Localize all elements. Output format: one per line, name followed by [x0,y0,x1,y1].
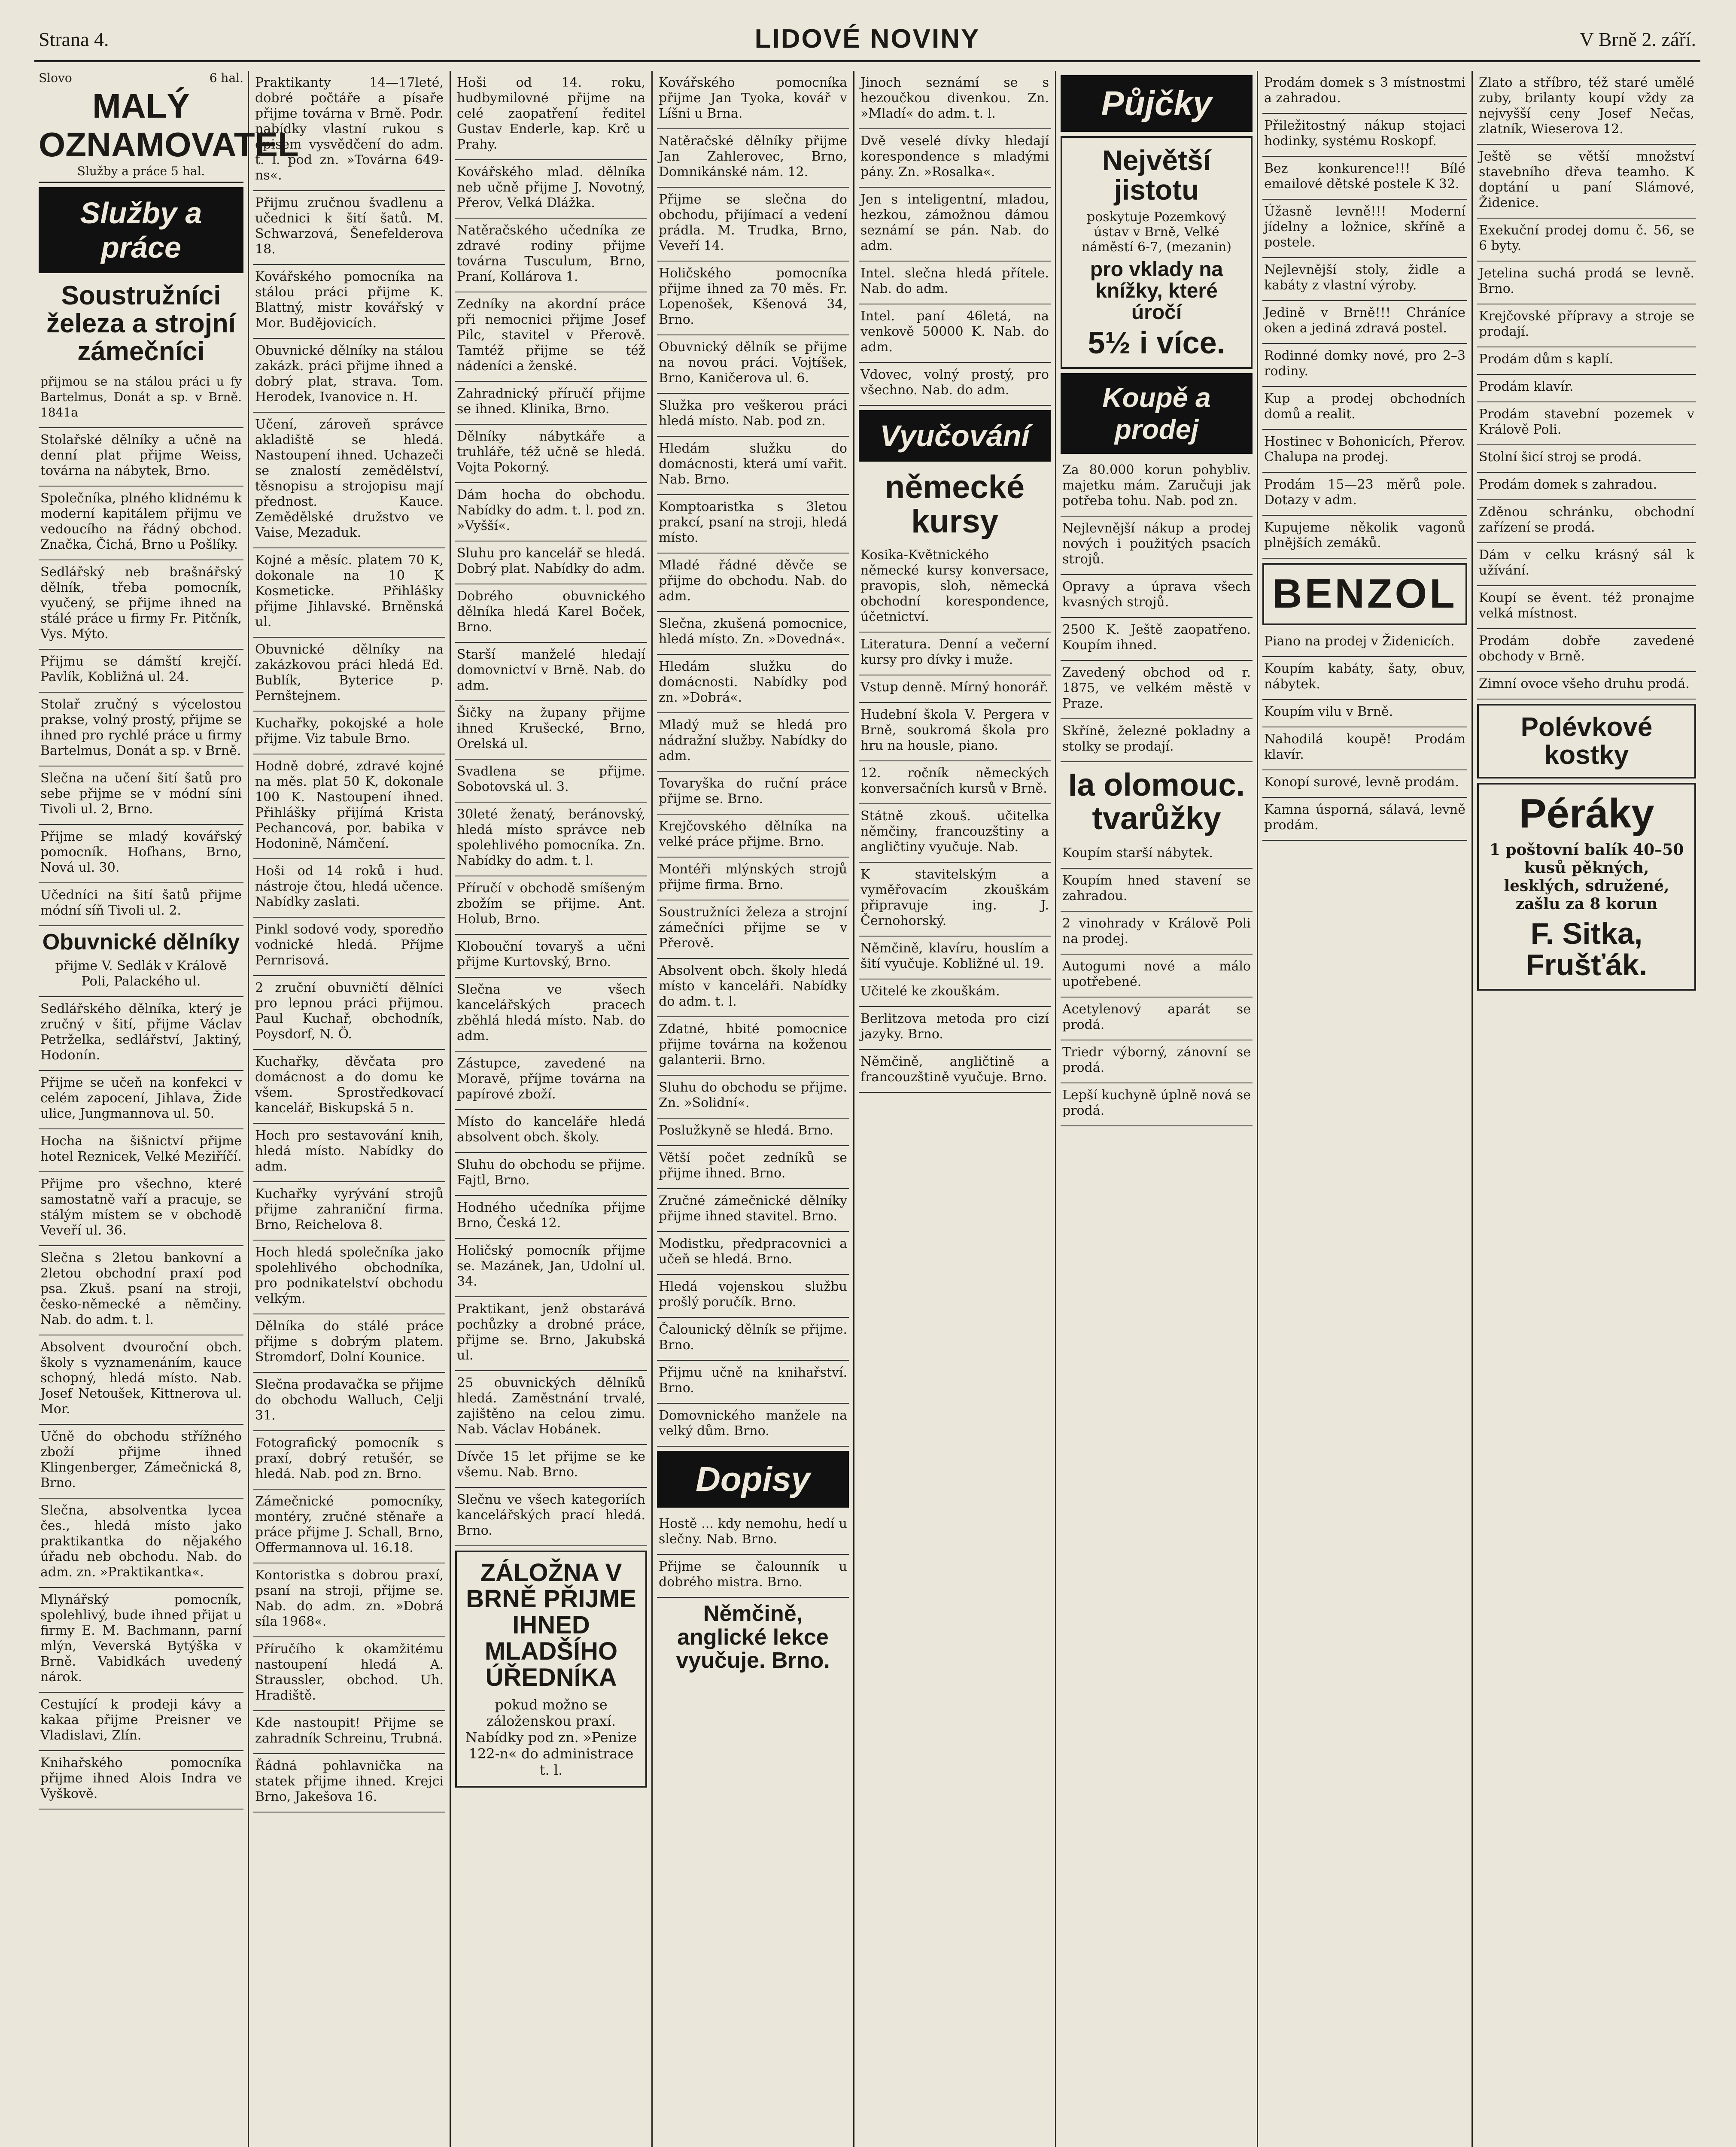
ad-item: Stolař zručný s výcelostou prakse, volný prostý, přijme se ihned pro rychlé práce u firmy Bartelmus, Donát a sp. v Brně. [39,693,243,766]
ad-obuvnicke-title: Obuvnické dělníky [42,930,240,955]
ad-item: Prodám dobře zavedené obchody v Brně. [1477,629,1696,672]
section-heading-services: Služby a práce [39,187,243,273]
ad-item: Rodinné domky nové, pro 2–3 rodiny. [1262,344,1467,387]
ad-item: Sluhu do obchodu se přijme. Zn. »Solidní«. [657,1076,849,1119]
ad-item: Prodám 15—23 měrů pole. Dotazy v adm. [1262,473,1467,516]
ad-item: Kup a prodej obchodních domů a realit. [1262,387,1467,430]
ad-item: Zlato a stříbro, též staré umělé zuby, brilanty koupí vždy za nejvyšší ceny Josef Nečas, zlatník, Wieserova 12. [1477,71,1696,145]
ad-item: Vstup denně. Mírný honorář. [859,675,1051,703]
ad-item: Koupí se ěvent. též pronajme velká místnost. [1477,586,1696,629]
ad-item: Prodám klavír. [1477,375,1696,402]
page-number: Strana 4. [39,28,109,50]
ad-item: Čalounický dělník se přijme. Brno. [657,1318,849,1361]
ad-item: Koupím starší nábytek. [1061,841,1253,869]
ad-item: Opravy a úprava všech kvasných strojů. [1061,575,1253,618]
ad-item: Starší manželé hledají domovnictví v Brně. Nab. do adm. [455,643,647,701]
rate-price: 6 hal. [209,71,243,85]
ad-item: Holičského pomocníka přijme ihned za 70 měs. Fr. Lopenošek, Kšenová 34, Brno. [657,262,849,335]
ad-item: Slečna ve všech kancelářských pracech zběhlá hledá místo. Nab. do adm. [455,978,647,1052]
ad-item: Dělníka do stálé práce přijme s dobrým platem. Stromdorf, Dolní Kounice. [253,1314,445,1373]
ad-item: 2500 K. Ještě zaopatřeno. Koupím ihned. [1061,618,1253,661]
ad-item: Úžasně levně!!! Moderní jídelny a ložnice, skříně a postele. [1262,200,1467,258]
ad-item: Hoch hledá společníka jako spolehlivého obchodníka, pro podnikatelství obchodu velkým. [253,1241,445,1314]
ad-item: Nejlevnější stoly, židle a kabáty z vlastní výroby. [1262,258,1467,301]
ad-item: Slečna, zkušená pomocnice, hledá místo. Zn. »Dovedná«. [657,612,849,655]
page-header [34,17,1700,62]
ad-item: Dívče 15 let přijme se ke všemu. Nab. Brno. [455,1445,647,1488]
ad-item: Přijmu učně na knihařství. Brno. [657,1361,849,1404]
rate-word: Slovo [39,71,72,85]
ad-item: Místo do kanceláře hledá absolvent obch. školy. [455,1110,647,1153]
ad-item: Prodám stavební pozemek v Králově Poli. [1477,402,1696,445]
ad-item: Cestující k prodeji kávy a kakaa přijme Preisner ve Vladislavi, Zlín. [39,1693,243,1751]
ad-item: Krejčovské přípravy a stroje se prodají. [1477,304,1696,347]
ad-item: Zděnou schránku, obchodní zařízení se prodá. [1477,500,1696,543]
ad-item: Skříně, železné pokladny a stolky se prodají. [1061,719,1253,762]
ad-item: Přijmu se dámští krejčí. Pavlík, Kobližná ul. 24. [39,650,243,693]
ad-polevkove-title: Polévkové kostky [1520,712,1653,770]
ad-item: Exekuční prodej domu č. 56, se 6 byty. [1477,219,1696,262]
ad-item: Učně do obchodu střížného zboží přijme ihned Klingenberger, Zámečnická 8, Brno. [39,1425,243,1499]
ad-item: Literatura. Denní a večerní kursy pro dívky i muže. [859,633,1051,675]
ad-item: Poslužkyně se hledá. Brno. [657,1119,849,1146]
ad-item: Kontoristka s dobrou praxí, psaní na stroji, přijme se. Nab. do adm. zn. »Dobrá síla 1968«. [253,1563,445,1637]
ad-item: Holičský pomocník přijme se. Mazánek, Jan, Udolní ul. 34. [455,1239,647,1297]
ad-item: Koupím hned stavení se zahradou. [1061,869,1253,912]
ad-obuvnicke-text: přijme V. Sedlák v Králově Poli, Palackého ul. [39,954,243,997]
ad-zalozna-text: pokud možno se záloženskou praxí. Nabídky pod zn. »Penize 122-n« do administrace t. l. [465,1697,637,1779]
ad-zalozna-box [455,1551,647,1788]
ad-item: Piano na prodej v Židenicích. [1262,630,1467,657]
ad-item: Zástupce, zavedené na Moravě, příjme továrna na papírové zboží. [455,1052,647,1110]
ad-item: Konopí surové, levně prodám. [1262,770,1467,798]
ad-item: 25 obuvnických dělníků hledá. Zaměstnání trvalé, zajištěno na celou zimu. Nab. Václav Hobánek. [455,1371,647,1445]
ad-item: Zavedený obchod od r. 1875, ve velkém městě v Praze. [1061,661,1253,719]
ad-sitka: F. Sitka, Frušťák. [1526,916,1648,982]
ad-item: Hodného učedníka přijme Brno, Česká 12. [455,1196,647,1239]
ad-item: Slečna prodavačka se přijme do obchodu Walluch, Celji 31. [253,1373,445,1431]
ad-item: Soustružníci železa a strojní zámečníci přijme se v Přerově. [657,900,849,959]
ad-item: Jedině v Brně!!! Chráníce oken a jediná zdravá postel. [1262,301,1467,344]
ad-vklady: pro vklady na knížky, které úročí [1090,258,1223,324]
ad-soustruznici-text: přijmou se na stálou práci u fy Bartelmus, Donát a sp. v Brně. 1841a [39,370,243,428]
ad-item: Hostinec v Bohonicích, Přerov. Chalupa na prodej. [1262,430,1467,473]
ad-item: Mladý muž se hledá pro nádražní služby. Nabídky do adm. [657,713,849,772]
ad-item: Klobouční tovaryš a učni přijme Kurtovský, Brno. [455,935,647,978]
column-4 [653,71,854,2147]
ad-item: Svadlena se přijme. Sobotovská ul. 3. [455,760,647,803]
ad-item: Berlitzova metoda pro cizí jazyky. Brno. [859,1007,1051,1050]
ad-item: Učitelé ke zkouškám. [859,979,1051,1007]
ad-item: Acetylenový aparát se prodá. [1061,997,1253,1040]
ad-item: Jen s inteligentní, mladou, hezkou, zámožnou dámou seznámí se pán. Nab. do adm. [859,188,1051,262]
ad-item: Řádná pohlavnička na statek přijme ihned. Krejci Brno, Jakešova 16. [253,1754,445,1812]
column-5 [854,71,1056,2147]
ad-item: Absolvent obch. školy hledá místo v kanceláři. Nabídky do adm. t. l. [657,959,849,1017]
ad-item: Krejčovského dělníka na velké práce přijme. Brno. [657,815,849,858]
ad-item: Ještě se větší množství stavebního dřeva teamho. K doptání u paní Slámové, Židenice. [1477,145,1696,219]
ad-zalozna-title: ZÁLOŽNA V BRNĚ PŘIJME IHNED MLADŠÍHO ÚŘEDNÍKA [466,1559,636,1691]
ad-item: Mlynářský pomocník, spolehlivý, bude ihned přijat u firmy E. M. Bachmann, parní mlýn, Veverská Bytýška v Brně. Vabidkách uvedený nárok. [39,1588,243,1693]
ad-item: Autogumi nové a málo upotřebené. [1061,955,1253,997]
section-heading-loans: Půjčky [1061,75,1253,132]
ad-item: Učení, zároveň správce akladiště se hledá. Nastoupení ihned. Uchazeči se znalostí zemědělství, těsnopisu a strojopisu mají přednost. Kauce. Zemědělské družstvo ve Vaise, Mezaduk. [253,413,445,548]
column-6 [1056,71,1258,2147]
ad-item: Zručné zámečnické dělníky přijme ihned stavitel. Brno. [657,1189,849,1232]
ad-item: Mladé řádné děvče se přijme do obchodu. Nab. do adm. [657,553,849,612]
ad-item: 12. ročník německých konversačních kursů v Brně. [859,761,1051,804]
banner-title: MALÝ OZNAMOVATEL [39,87,299,164]
ad-item: Sedlářského dělníka, který je zručný v šití, přijme Václav Petrželka, sedlářství, Jaktiný, Hodonín. [39,997,243,1071]
ad-item: Natěračské dělníky přijme Jan Zahlerovec, Brno, Domnikánské nám. 12. [657,129,849,188]
column-8 [1473,71,1700,2147]
section-heading-buy-sell: Koupě a prodej [1061,373,1253,454]
ad-item: Obuvnický dělník se přijme na novou práci. Vojtíšek, Brno, Kaničerova ul. 6. [657,335,849,394]
ad-item: Koupím kabáty, šaty, obuv, nábytek. [1262,657,1467,700]
ad-item: 2 zruční obuvničtí dělníci pro lepnou práci přijmou. Paul Kuchař, obchodník, Poysdorf, N. Ö. [253,976,445,1050]
ad-soustruznici-title: Soustružníci železa a strojní zámečníci [46,281,236,367]
ad-item: Přijme se učeň na konfekci v celém zapocení, Jihlava, Žide ulice, Jungmannova ul. 50. [39,1071,243,1129]
ad-item: Kuchařky, pokojské a hole přijme. Viz tabule Brno. [253,712,445,754]
ad-peraky-box [1477,783,1696,991]
ad-item: Kovářského pomocníka přijme Jan Tyoka, kovář v Líšni u Brna. [657,71,849,129]
ad-item: Služka pro veškerou práci hledá místo. Nab. pod zn. [657,394,849,437]
ad-item: Pinkl sodové vody, sporedňo vodnické hledá. Příjme Pernrisová. [253,918,445,976]
ad-item: Přijme se čalounník u dobrého mistra. Brno. [657,1555,849,1598]
column-1 [34,71,299,2147]
ad-item: Stolařské dělníky a učně na denní plat přijme Weiss, továrna na nábytek, Brno. [39,428,243,487]
ad-item: Fotografický pomocník s praxí, dobrý retušér, se hledá. Nab. pod zn. Brno. [253,1431,445,1490]
ad-item: Přijme se mladý kovářský pomocník. Hofhans, Brno, Nová ul. 30. [39,825,243,883]
ad-item: Příručí v obchodě smíšeným zbožím se přijme. Ant. Holub, Brno. [455,876,647,935]
ad-item: Společníka, plného klidnému k moderní kapitálem přijmu ve vedoucího na řádný obchod. Značka, Čichá, Brno u Pošlíky. [39,487,243,560]
ad-item: Stolní šicí stroj se prodá. [1477,445,1696,473]
ad-item: Kosika-Květnického německé kursy konversace, pravopis, sloh, německá obchodní korespondence, účetnictví. [859,543,1051,633]
ad-nemcine: Němčině, anglické lekce vyučuje. Brno. [676,1601,830,1673]
ad-item: Kuchařky vyrývání strojů přijme zahraniční firma. Brno, Reichelova 8. [253,1182,445,1241]
ad-item: Kojné a měsíc. platem 70 K, dokonale na 10 K Kosmeticke. Přihlášky přijme Jihlavské. Brněnská ul. [253,548,445,638]
ad-item: Kde nastoupit! Přijme se zahradník Schreinu, Trubná. [253,1711,445,1754]
ad-item: Hledám služku do domácnosti. Nabídky pod zn. »Dobrá«. [657,655,849,713]
ad-interest-rate: 5½ i více. [1088,325,1225,360]
ad-item: Obuvnické dělníky na zakázkovou práci hledá Ed. Bublík, Byterice p. Pernštejnem. [253,638,445,712]
ad-item: Hudební škola V. Pergera v Brně, soukromá škola pro hru na housle, piano. [859,703,1051,761]
ad-item: Slečna s 2letou bankovní a 2letou obchodní praxí pod psa. Zkuš. psaní na stroji, česko-německé a němčiny. Nab. do adm. t. l. [39,1246,243,1335]
ad-item: Prodám dům s kaplí. [1477,347,1696,375]
masthead: LIDOVÉ NOVINY [754,24,980,54]
ad-olomouc-title: Ia olomouc. tvarůžky [1068,767,1245,836]
ad-item: K stavitelským a vyměřovacím zkouškám připravuje ing. J. Černohorský. [859,863,1051,937]
ad-item: Slečnu ve všech kategoriích kancelářských prací hledá. Brno. [455,1488,647,1546]
ad-item: Dobrého obuvnického dělníka hledá Karel Boček, Brno. [455,584,647,643]
ad-item: Šičky na župany přijme ihned Krušecké, Brno, Orelská ul. [455,701,647,760]
ad-peraky-text: 1 poštovní balík 40–50 kusů pěkných, lesklých, sdružené, zašlu za 8 korun [1489,840,1684,913]
ad-item: Vdovec, volný prostý, pro všechno. Nab. do adm. [859,363,1051,406]
ad-item: Dám v celku krásný sál k užívání. [1477,543,1696,586]
ad-item: Státně zkouš. učitelka němčiny, francouzštiny a angličtiny vyučuje. Nab. [859,804,1051,863]
ad-item: Modistku, předpracovnici a učeň se hledá. Brno. [657,1232,849,1275]
ad-pozemkovy-ustav-box [1061,136,1253,369]
column-2 [249,71,451,2147]
rate-row [39,71,243,85]
ad-item: Jetelina suchá prodá se levně. Brno. [1477,262,1696,304]
ad-item: Obuvnické dělníky na stálou zakázk. práci přijme ihned a dobrý plat, strava. Tom. Herodek, Ivanovice n. H. [253,339,445,413]
ad-item: Hostě ... kdy nemohu, hedí u slečny. Nab. Brno. [657,1512,849,1555]
ad-benzol-box [1262,563,1467,625]
ad-peraky-title: Péráky [1519,791,1654,837]
section-heading-letters: Dopisy [657,1451,849,1508]
ad-item: Dám hocha do obchodu. Nabídky do adm. t. l. pod zn. »Vyšší«. [455,483,647,541]
ad-item: Slečna na učení šití šatů pro sebe přijme se v módní síni Tivoli ul. 2, Brno. [39,766,243,825]
ad-item: Hledá vojenskou službu prošlý poručík. Brno. [657,1275,849,1318]
ad-item: Nejlevnější nákup a prodej nových i použitých psacích strojů. [1061,517,1253,575]
ad-item: Přiležitostný nákup stojaci hodinky, systému Roskopf. [1262,114,1467,157]
ad-item: Triedr výborný, zánovní se prodá. [1061,1040,1253,1083]
ad-item: Prodám domek s 3 místnostmi a zahradou. [1262,71,1467,114]
ad-item: Zámečnické pomocníky, montéry, zručné stěnaře a práce přijme J. Schall, Brno, Offermannova ul. 16.18. [253,1490,445,1563]
ad-polevkove-box [1477,704,1696,779]
ad-item: Domovnického manžele na velký dům. Brno. [657,1404,849,1447]
ad-item: Hoši od 14 roků i hud. nástroje čtou, hledá učence. Nabídky zaslati. [253,859,445,918]
ad-item: Hodně dobré, zdravé kojné na měs. plat 50 K, dokonale 100 K. Nastoupení ihned. Přihlášky přijímá Krista Pechancová, por. babika v Hodonině, Námčení. [253,754,445,859]
column-7 [1258,71,1473,2147]
ad-item: Němčině, angličtině a francouzštině vyučuje. Brno. [859,1050,1051,1093]
ad-item: Bez konkurence!!! Bílé emailové dětské postele K 32. [1262,157,1467,200]
ad-item: Přijmu zručnou švadlenu a učednici k šití šatů. M. Schwarzová, Šenefelderova 18. [253,191,445,265]
banner-subtitle: Služby a práce 5 hal. [39,164,243,183]
ad-item: Nahodilá koupě! Prodám klavír. [1262,727,1467,770]
section-heading-education: Vyučování [859,410,1051,462]
ad-item: Zimní ovoce všeho druhu prodá. [1477,672,1696,699]
ad-item: Intel. paní 46letá, na venkově 50000 K. Nab. do adm. [859,304,1051,363]
ad-item: Kamna úsporná, sálavá, levně prodám. [1262,798,1467,841]
ad-item: Knihařského pomocníka přijme ihned Alois Indra ve Vyškově. [39,1751,243,1809]
ad-item: Větší počet zedníků se přijme ihned. Brno. [657,1146,849,1189]
column-3 [451,71,653,2147]
ad-jistotu-title: Největší jistotu [1102,144,1211,206]
ad-nemecke-kursy-title: německé kursy [885,469,1025,540]
ad-item: Lepší kuchyně úplně nová se prodá. [1061,1083,1253,1126]
ad-item: Tovaryška do ruční práce přijme se. Brno. [657,772,849,815]
ad-item: Jinoch seznámí se s hezoučkou divenkou. Zn. »Mladí« do adm. t. l. [859,71,1051,129]
ad-item: Za 80.000 korun pohybliv. majetku mám. Zaručuji jak potřeba tohu. Nab. pod zn. [1061,458,1253,517]
ad-item: Příručího k okamžitému nastoupení hledá A. Straussler, obchod. Uh. Hradiště. [253,1637,445,1711]
ad-item: Přijme se slečna do obchodu, přijímací a vedení prádla. M. Trudka, Brno, Veveří 14. [657,188,849,262]
ad-item: Kuchařky, děvčata pro domácnost a do domu ke všem. Sprostředkovací kancelář, Biskupská 5 n. [253,1050,445,1124]
ad-item: Zahradnický příručí přijme se ihned. Klinika, Brno. [455,382,647,425]
ad-item: Koupím vilu v Brně. [1262,700,1467,727]
ad-item: Přijme pro všechno, které samostatně vaří a pracuje, se stálým místem se v obchodě Veveří ul. 36. [39,1172,243,1246]
ad-item: Intel. slečna hledá přítele. Nab. do adm. [859,262,1051,304]
ad-item: Hocha na šišnictví přijme hotel Reznicek, Velké Meziříčí. [39,1129,243,1172]
ad-item: Učedníci na šití šatů přijme módní síň Tivoli ul. 2. [39,883,243,926]
ad-item: Praktikanty 14—17leté, dobré počtáře a písaře přijme továrna v Brně. Podr. nabídky vlastní rukou s opisem vysvědčení do adm. t. l. pod zn. »Továrna 649-ns«. [253,71,445,191]
ad-item: 2 vinohrady v Králově Poli na prodej. [1061,912,1253,955]
ad-jistotu-text: poskytuje Pozemkový ústav v Brně, Velké náměstí 6-7, (mezanin) [1082,209,1231,255]
ad-item: Praktikant, jenž obstarává pochůzky a drobné práce, přijme se. Brno, Jakubská ul. [455,1297,647,1371]
ad-item: Sedlářský neb brašnářský dělník, třeba pomocník, vyučený, se přijme ihned na stálé práce u firmy Fr. Pitčník, Vys. Mýto. [39,560,243,650]
ad-item: Hoch pro sestavování knih, hledá místo. Nabídky do adm. [253,1124,445,1182]
ad-item: Hoši od 14. roku, hudbymilovné přijme na celé zaopatření ředitel Gustav Enderle, kap. Krč u Prahy. [455,71,647,160]
ad-item: Komptoaristka s 3letou prakcí, psaní na stroji, hledá místo. [657,495,849,553]
dateline: V Brně 2. září. [1579,28,1696,50]
ad-item: Kovářského pomocníka na stálou práci přijme K. Blattný, mistr kovářský v Mor. Budějovicích. [253,265,445,339]
ad-item: Natěračského učedníka ze zdravé rodiny přijme továrna Tusculum, Brno, Praní, Kollárova 1. [455,219,647,292]
ad-item: Zedníky na akordní práce při nemocnici přijme Josef Pilc, stavitel v Přerově. Tamtéž přijme se též nádeníci a ženské. [455,292,647,382]
ad-item: 30leté ženatý, beránovský, hledá místo správce neb spolehlivého pomocníka. Zn. Nabídky do adm. t. l. [455,803,647,876]
ad-item: Hledám služku do domácnosti, která umí vařit. Nab. Brno. [657,437,849,495]
ad-item: Zdatné, hbité pomocnice přijme továrna na koženou galanterii. Brno. [657,1017,849,1076]
ad-item: Němčině, klavíru, houslím a šití vyučuje. Kobližné ul. 19. [859,937,1051,979]
ad-item: Kupujeme několik vagonů plnějších zemáků. [1262,516,1467,559]
ad-item: Sluhu pro kancelář se hledá. Dobrý plat. Nabídky do adm. [455,541,647,584]
ad-item: Sluhu do obchodu se přijme. Fajtl, Brno. [455,1153,647,1196]
ad-item: Slečna, absolventka lycea čes., hledá místo jako praktikantka do nějakého úřadu neb obchodu. Nab. do adm. zn. »Praktikantka«. [39,1499,243,1588]
ad-item: Kovářského mlad. dělníka neb učně přijme J. Novotný, Přerov, Velká Dlážka. [455,160,647,219]
ad-item: Prodám domek s zahradou. [1477,473,1696,500]
ad-item: Montéři mlýnských strojů přijme firma. Brno. [657,858,849,900]
ad-item: Dělníky nábytkáře a truhláře, též učně se hledá. Vojta Pokorný. [455,425,647,483]
ad-item: Absolvent dvouroční obch. školy s vyznamenáním, kauce schopný, hledá místo. Nab. Josef Netoušek, Kittnerova ul. Mor. [39,1335,243,1425]
ad-benzol-title: BENZOL [1272,571,1457,617]
ad-item: Dvě veselé dívky hledají korespondence s mladými pány. Zn. »Rosalka«. [859,129,1051,188]
